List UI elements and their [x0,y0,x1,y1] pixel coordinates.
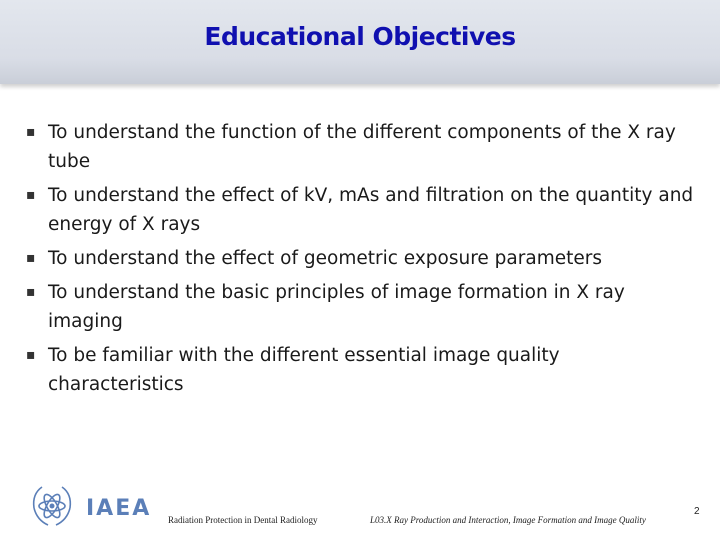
list-item [26,118,696,176]
bullet-text: To understand the function of the different components of the X ray tube [48,122,676,172]
logo-text: IAEA [86,496,152,521]
objectives-list [26,118,696,404]
list-item [26,181,696,239]
bullet-marker: ▪ [26,250,36,266]
list-item [26,278,696,336]
iaea-logo [28,480,158,530]
iaea-atom-logo-icon [28,480,158,530]
bullet-text: To understand the effect of kV, mAs and filtration on the quantity and energy of X rays [48,185,694,235]
bullet-marker: ▪ [26,124,36,140]
page-number: 2 [694,506,700,517]
lecture-title: L03.X Ray Production and Interaction, Image Formation and Image Quality [370,515,646,525]
bullet-text: To understand the basic principles of image formation in X ray imaging [48,282,625,332]
bullet-marker: ▪ [26,284,36,300]
list-item [26,341,696,399]
bullet-text: To be familiar with the different essential image quality characteristics [48,345,560,395]
bullet-marker: ▪ [26,187,36,203]
bullet-marker: ▪ [26,347,36,363]
bullet-text: To understand the effect of geometric exposure parameters [48,248,602,269]
course-title: Radiation Protection in Dental Radiology [168,515,318,525]
list-item [26,244,696,273]
slide-title: Educational Objectives [204,22,516,51]
